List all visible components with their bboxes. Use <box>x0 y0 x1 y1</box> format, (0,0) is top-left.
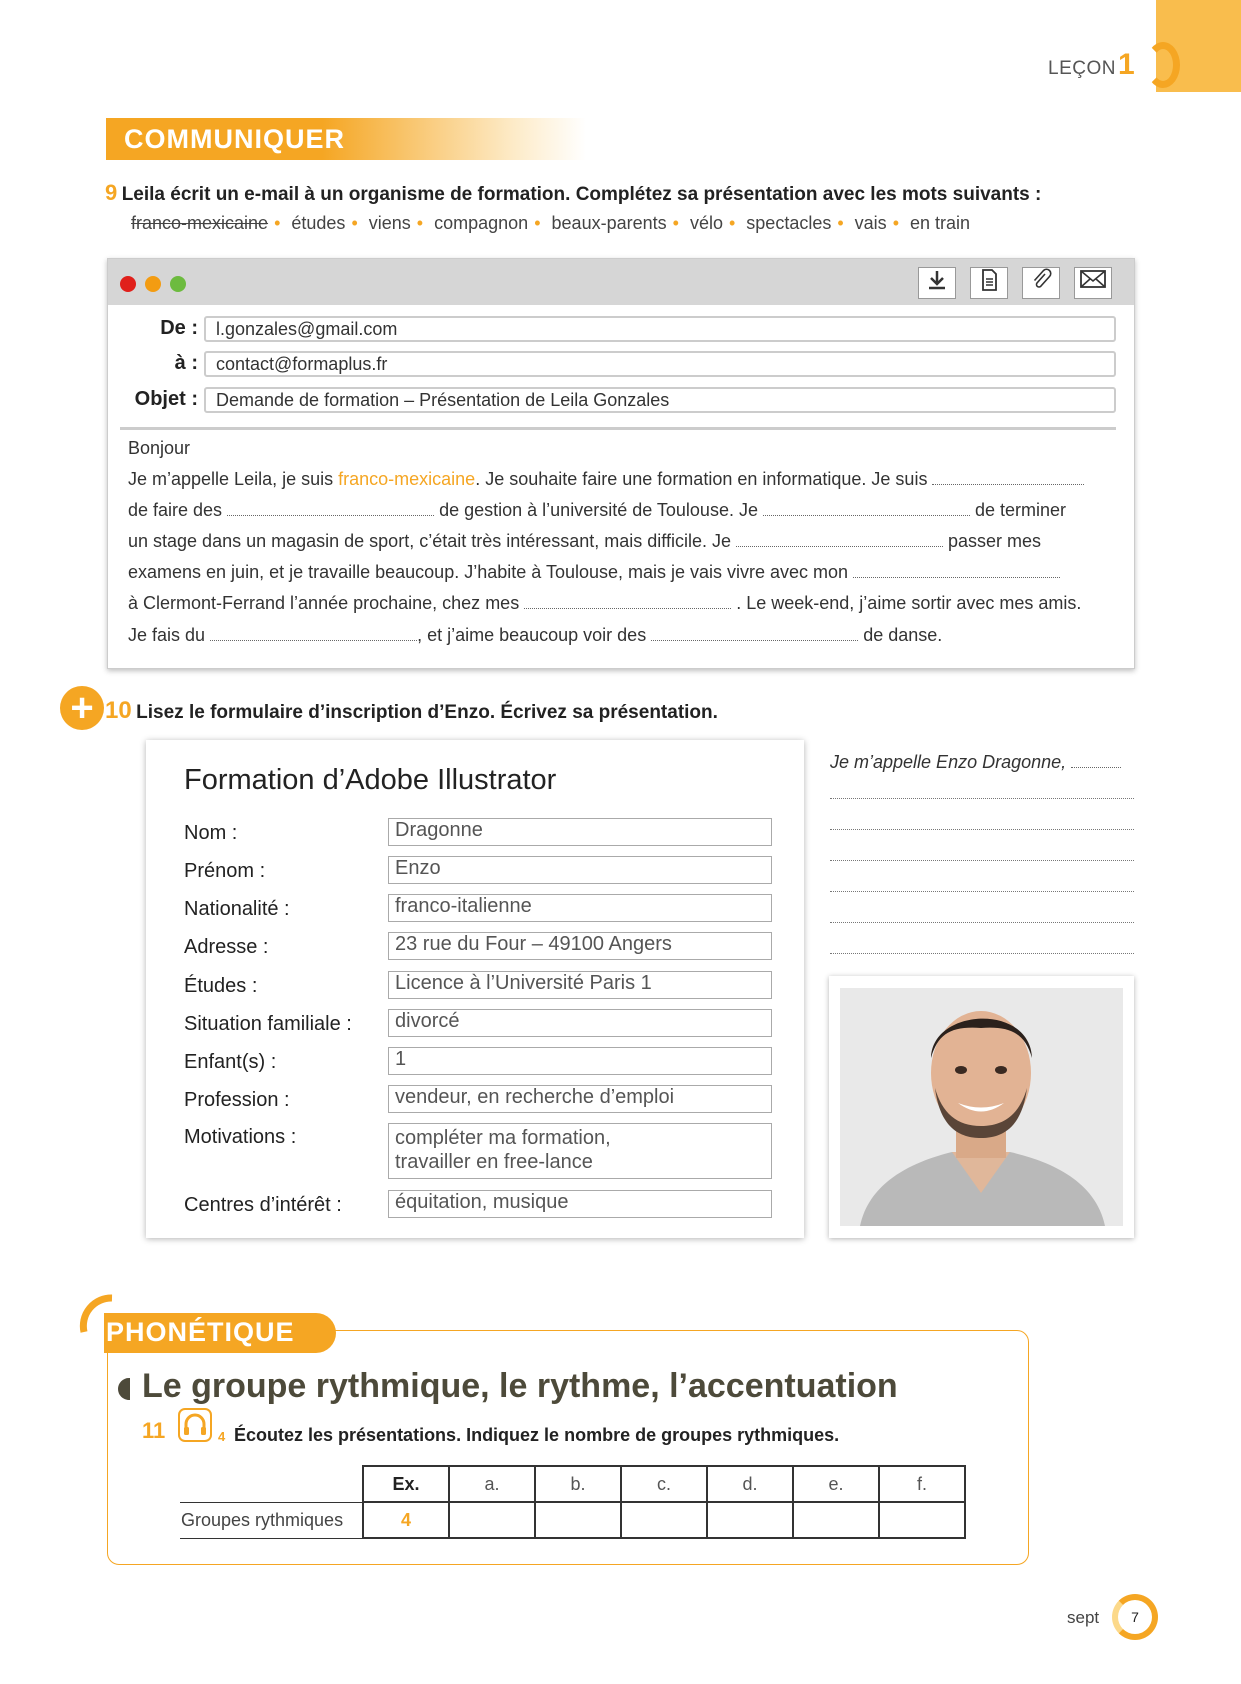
ex10-heading <box>105 697 718 725</box>
track-number: 4 <box>218 1429 226 1444</box>
form-value: Enzo <box>388 856 772 884</box>
form-value-line: compléter ma formation, <box>395 1127 611 1149</box>
text-segment: Je fais du <box>128 625 206 645</box>
writing-line[interactable] <box>830 922 1134 923</box>
form-label: Centres d’intérêt : <box>184 1194 342 1216</box>
email-line <box>128 500 1066 521</box>
table-header: a. <box>449 1466 535 1502</box>
text-segment: . Le week-end, j’aime sortir avec mes amis. <box>736 593 1082 613</box>
text-segment: . Je souhaite faire une formation en informatique. Je suis <box>475 469 928 489</box>
email-line <box>128 469 1084 490</box>
answer-blank[interactable] <box>1071 753 1121 768</box>
table-corner <box>180 1466 363 1502</box>
maximize-window-dot[interactable] <box>170 276 186 292</box>
text-segment: Je m’appelle Leila, je suis <box>128 469 339 489</box>
form-label: Adresse : <box>184 936 269 958</box>
table-cell-input[interactable] <box>707 1502 793 1538</box>
ex10-instruction: Lisez le formulaire d’inscription d’Enzo. Écrivez sa présentation. <box>136 702 718 723</box>
answer-start <box>830 752 1121 773</box>
text-segment: de gestion à l’université de Toulouse. Je <box>439 500 758 520</box>
text-segment: passer mes <box>948 531 1042 551</box>
writing-line[interactable] <box>830 860 1134 861</box>
word-bank-item: beaux-parents <box>551 213 667 233</box>
lecon-number: 1 <box>1118 48 1135 81</box>
word-bank: franco-mexicaine • études • viens • compagnon • beaux-parents • vélo • spectacles • vais • en train <box>131 213 971 233</box>
minimize-window-dot[interactable] <box>145 276 161 292</box>
writing-line[interactable] <box>830 953 1134 954</box>
subject-field[interactable]: Demande de formation – Présentation de Leila Gonzales <box>204 387 1116 413</box>
text-segment: , et j’aime beaucoup voir des <box>417 625 647 645</box>
writing-line[interactable] <box>830 829 1134 830</box>
form-value-multiline <box>388 1123 772 1179</box>
headphones-icon[interactable] <box>178 1408 212 1442</box>
table-header: e. <box>793 1466 879 1502</box>
writing-line[interactable] <box>830 798 1134 799</box>
answer-blank[interactable] <box>736 532 943 547</box>
form-label: Situation familiale : <box>184 1013 352 1035</box>
form-value: Licence à l’Université Paris 1 <box>388 971 772 999</box>
form-title: Formation d’Adobe Illustrator <box>184 764 557 796</box>
document-icon[interactable] <box>970 267 1008 299</box>
answer-start-text: Je m’appelle Enzo Dragonne, <box>830 752 1067 772</box>
form-value-line: travailler en free-lance <box>395 1151 593 1173</box>
from-field[interactable]: l.gonzales@gmail.com <box>204 316 1116 342</box>
form-label: Nationalité : <box>184 898 290 920</box>
table-header: Ex. <box>363 1466 449 1502</box>
registration-form <box>146 740 804 1238</box>
form-label: Études : <box>184 975 258 997</box>
form-label: Nom : <box>184 822 238 844</box>
phonetics-tag <box>104 1313 336 1353</box>
table-header: b. <box>535 1466 621 1502</box>
from-label: De : <box>160 317 198 339</box>
text-segment: à Clermont-Ferrand l’année prochaine, chez mes <box>128 593 520 613</box>
answer-example: franco-mexicaine <box>338 469 476 489</box>
phonetics-title: Le groupe rythmique, le rythme, l’accentuation <box>142 1367 898 1405</box>
form-label: Enfant(s) : <box>184 1051 277 1073</box>
writing-line[interactable] <box>830 891 1134 892</box>
download-icon[interactable] <box>918 267 956 299</box>
rhythm-table <box>180 1465 966 1539</box>
word-bank-item: en train <box>910 213 971 233</box>
text-segment: un stage dans un magasin de sport, c’était très intéressant, mais difficile. Je <box>128 531 731 551</box>
email-titlebar <box>108 259 1134 305</box>
answer-blank[interactable] <box>227 501 434 516</box>
form-value: 23 rue du Four – 49100 Angers <box>388 932 772 960</box>
ex9-instruction: Leila écrit un e-mail à un organisme de formation. Complétez sa présentation avec les mots suivants : <box>121 184 1042 205</box>
form-value: vendeur, en recherche d’emploi <box>388 1085 772 1113</box>
close-window-dot[interactable] <box>120 276 136 292</box>
table-header: f. <box>879 1466 965 1502</box>
table-cell-input[interactable] <box>449 1502 535 1538</box>
envelope-icon[interactable] <box>1074 267 1112 299</box>
word-bank-item: franco-mexicaine <box>131 213 269 233</box>
email-line <box>128 531 1041 552</box>
text-segment: de danse. <box>863 625 943 645</box>
lecon-arc-decoration <box>1146 42 1180 88</box>
ex11-number: 11 <box>142 1418 166 1443</box>
form-value: 1 <box>388 1047 772 1075</box>
form-value: Dragonne <box>388 818 772 846</box>
plus-icon: + <box>60 686 104 730</box>
to-field[interactable]: contact@formaplus.fr <box>204 351 1116 377</box>
email-line <box>128 625 942 646</box>
word-bank-item: vélo <box>689 213 723 233</box>
subject-label: Objet : <box>134 388 198 410</box>
table-cell-input[interactable] <box>793 1502 879 1538</box>
word-bank-item: compagnon <box>434 213 529 233</box>
lecon-label: LEÇON <box>1048 58 1116 79</box>
table-row-label: Groupes rythmiques <box>180 1502 363 1538</box>
form-label: Prénom : <box>184 860 266 882</box>
form-label: Profession : <box>184 1089 290 1111</box>
page-number: 7 <box>1112 1594 1158 1640</box>
word-bank-item: vais <box>854 213 887 233</box>
section-title: COMMUNIQUER <box>124 124 345 154</box>
table-row <box>180 1502 965 1538</box>
ex11-heading <box>142 1418 165 1444</box>
answer-blank[interactable] <box>524 594 731 609</box>
ex9-heading <box>105 180 1041 206</box>
email-window <box>107 258 1135 669</box>
phonetics-tag-text: PHONÉTIQUE <box>106 1317 295 1347</box>
form-label: Motivations : <box>184 1126 297 1148</box>
greeting: Bonjour <box>128 438 191 458</box>
form-value: divorcé <box>388 1009 772 1037</box>
page-word: sept <box>1067 1608 1100 1627</box>
answer-blank[interactable] <box>210 626 417 641</box>
table-cell-input[interactable] <box>879 1502 965 1538</box>
answer-blank[interactable] <box>763 501 970 516</box>
word-bank-item: spectacles <box>746 213 832 233</box>
email-line <box>128 593 1081 614</box>
text-segment: de faire des <box>128 500 223 520</box>
table-cell-input[interactable] <box>621 1502 707 1538</box>
form-value: équitation, musique <box>388 1190 772 1218</box>
word-bank-item: études <box>291 213 346 233</box>
answer-blank[interactable] <box>651 626 858 641</box>
enzo-photo <box>829 976 1134 1238</box>
answer-blank[interactable] <box>932 470 1084 485</box>
form-value: franco-italienne <box>388 894 772 922</box>
table-header: c. <box>621 1466 707 1502</box>
paperclip-icon[interactable] <box>1022 267 1060 299</box>
ex10-number: 10 <box>105 697 132 724</box>
table-header-row <box>180 1466 965 1502</box>
section-banner <box>106 118 586 160</box>
table-cell-input[interactable] <box>535 1502 621 1538</box>
word-bank-item: viens <box>368 213 411 233</box>
ex9-number: 9 <box>105 180 118 205</box>
text-segment: de terminer <box>975 500 1067 520</box>
email-line <box>128 562 1060 583</box>
table-header: d. <box>707 1466 793 1502</box>
table-cell: 4 <box>363 1502 449 1538</box>
answer-blank[interactable] <box>853 563 1060 578</box>
header-divider <box>120 427 1116 430</box>
text-segment: examens en juin, et je travaille beaucoup. J’habite à Toulouse, mais je vais vivre avec mon <box>128 562 849 582</box>
ex11-instruction: Écoutez les présentations. Indiquez le nombre de groupes rythmiques. <box>234 1425 840 1445</box>
to-label: à : <box>174 352 198 374</box>
